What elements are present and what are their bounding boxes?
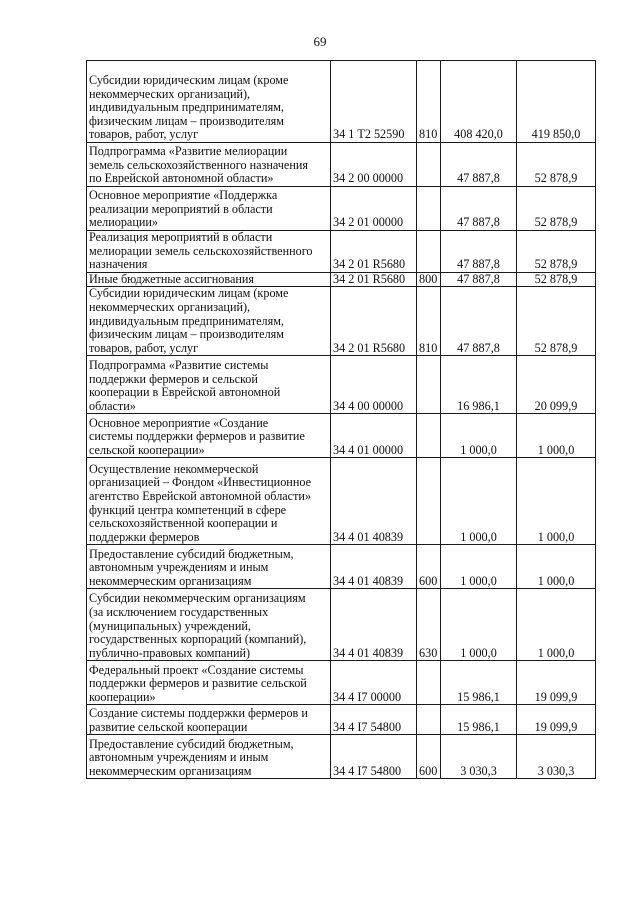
table-row [87, 735, 596, 779]
expense-type: 600 [417, 545, 441, 589]
page-number: 69 [313, 34, 327, 49]
amount-year-1: 1 000,0 [441, 414, 517, 458]
row-name: Субсидии некоммерческим организациям (за исключением государственных (муниципальных) учреждений, государственных корпораций (компаний), публично-правовых компаний) [87, 589, 331, 661]
table-row [87, 705, 596, 735]
amount-year-1: 47 887,8 [441, 231, 517, 273]
row-name: Предоставление субсидий бюджетным, автономным учреждениям и иным некоммерческим организациям [87, 735, 331, 779]
expense-type [417, 458, 441, 545]
amount-year-2: 19 099,9 [517, 661, 596, 705]
amount-year-1: 408 420,0 [441, 61, 517, 143]
amount-year-1: 1 000,0 [441, 589, 517, 661]
expense-type: 630 [417, 589, 441, 661]
expense-type: 800 [417, 272, 441, 287]
expense-type: 810 [417, 287, 441, 356]
amount-year-2: 52 878,9 [517, 272, 596, 287]
table-row [87, 187, 596, 231]
amount-year-2: 52 878,9 [517, 231, 596, 273]
amount-year-2: 52 878,9 [517, 187, 596, 231]
budget-code: 34 4 01 40839 [331, 458, 417, 545]
amount-year-2: 1 000,0 [517, 545, 596, 589]
amount-year-2: 419 850,0 [517, 61, 596, 143]
row-name: Предоставление субсидий бюджетным, автономным учреждениям и иным некоммерческим организациям [87, 545, 331, 589]
table-row [87, 661, 596, 705]
amount-year-1: 47 887,8 [441, 272, 517, 287]
table-row [87, 589, 596, 661]
budget-code: 34 4 I7 54800 [331, 705, 417, 735]
row-name: Реализация мероприятий в области мелиорации земель сельскохозяйственного назначения [87, 231, 331, 273]
budget-code: 34 4 01 40839 [331, 589, 417, 661]
expense-type [417, 231, 441, 273]
amount-year-2: 1 000,0 [517, 589, 596, 661]
budget-code: 34 4 I7 54800 [331, 735, 417, 779]
amount-year-1: 16 986,1 [441, 356, 517, 414]
budget-code: 34 2 01 R5680 [331, 231, 417, 273]
amount-year-2: 19 099,9 [517, 705, 596, 735]
table-row [87, 143, 596, 187]
budget-code: 34 2 01 R5680 [331, 272, 417, 287]
budget-table-body [87, 61, 596, 779]
table-row [87, 356, 596, 414]
row-name: Федеральный проект «Создание системы поддержки фермеров и развитие сельской кооперации» [87, 661, 331, 705]
table-row [87, 414, 596, 458]
table-row [87, 545, 596, 589]
amount-year-1: 47 887,8 [441, 187, 517, 231]
amount-year-2: 20 099,9 [517, 356, 596, 414]
expense-type [417, 143, 441, 187]
budget-code: 34 4 01 00000 [331, 414, 417, 458]
table-row [87, 61, 596, 143]
budget-code: 34 1 Т2 52590 [331, 61, 417, 143]
budget-table [86, 60, 596, 779]
expense-type [417, 187, 441, 231]
row-name: Осуществление некоммерческой организацией – Фондом «Инвестиционное агентство Еврейской автономной области» функций центра компетенций в сфере сельскохозяйственной кооперации и поддержки фермеров [87, 458, 331, 545]
budget-code: 34 4 I7 00000 [331, 661, 417, 705]
row-name: Основное мероприятие «Создание системы поддержки фермеров и развитие сельской кооперации» [87, 414, 331, 458]
amount-year-1: 1 000,0 [441, 458, 517, 545]
amount-year-2: 52 878,9 [517, 143, 596, 187]
row-name: Основное мероприятие «Поддержка реализации мероприятий в области мелиорации» [87, 187, 331, 231]
table-row [87, 287, 596, 356]
amount-year-1: 1 000,0 [441, 545, 517, 589]
amount-year-2: 52 878,9 [517, 287, 596, 356]
budget-code: 34 2 01 00000 [331, 187, 417, 231]
amount-year-1: 15 986,1 [441, 705, 517, 735]
budget-code: 34 4 00 00000 [331, 356, 417, 414]
expense-type [417, 356, 441, 414]
row-name: Субсидии юридическим лицам (кроме некоммерческих организаций), индивидуальным предпринимателям, физическим лицам – производителям товаров, работ, услуг [87, 61, 331, 143]
row-name: Подпрограмма «Развитие системы поддержки фермеров и сельской кооперации в Еврейской автономной области» [87, 356, 331, 414]
table-row [87, 231, 596, 273]
row-name: Подпрограмма «Развитие мелиорации земель сельскохозяйственного назначения по Еврейской автономной области» [87, 143, 331, 187]
amount-year-2: 3 030,3 [517, 735, 596, 779]
expense-type: 600 [417, 735, 441, 779]
expense-type [417, 705, 441, 735]
amount-year-1: 47 887,8 [441, 143, 517, 187]
table-row [87, 272, 596, 287]
table-row [87, 458, 596, 545]
row-name: Субсидии юридическим лицам (кроме некоммерческих организаций), индивидуальным предпринимателям, физическим лицам – производителям товаров, работ, услуг [87, 287, 331, 356]
amount-year-1: 15 986,1 [441, 661, 517, 705]
expense-type: 810 [417, 61, 441, 143]
row-name: Создание системы поддержки фермеров и развитие сельской кооперации [87, 705, 331, 735]
amount-year-2: 1 000,0 [517, 414, 596, 458]
expense-type [417, 414, 441, 458]
budget-code: 34 2 00 00000 [331, 143, 417, 187]
row-name: Иные бюджетные ассигнования [87, 272, 331, 287]
amount-year-2: 1 000,0 [517, 458, 596, 545]
amount-year-1: 3 030,3 [441, 735, 517, 779]
budget-code: 34 2 01 R5680 [331, 287, 417, 356]
budget-code: 34 4 01 40839 [331, 545, 417, 589]
amount-year-1: 47 887,8 [441, 287, 517, 356]
expense-type [417, 661, 441, 705]
